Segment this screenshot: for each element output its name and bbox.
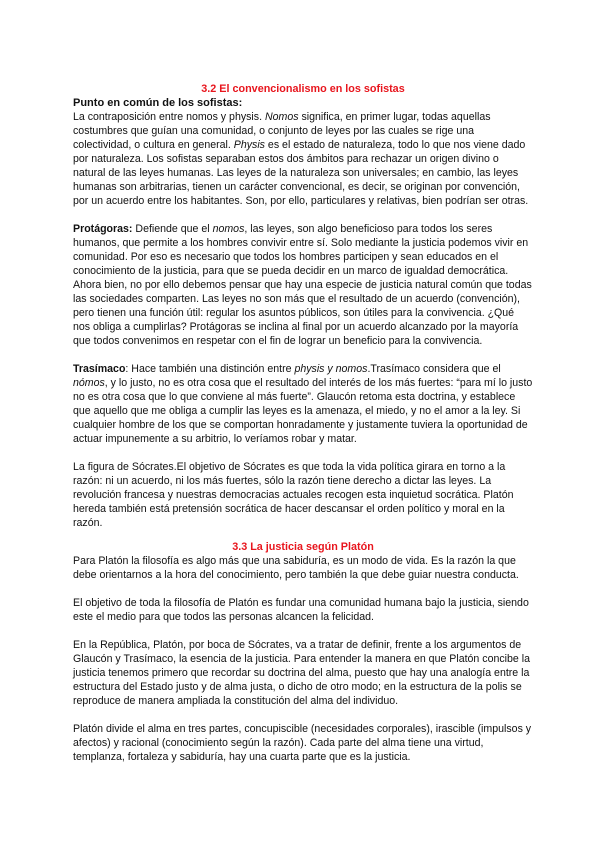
paragraph-republica: En la República, Platón, por boca de Sócrates, va a tratar de definir, frente a los argumentos de Glaucón y Trasímaco, la esencia de la justicia. Para entender la manera en que Platón concibe la justicia tenemos primero que recordar su doctrina del alma, puesto que hay una analogía entre la estructura del Estado justo y de alma justa, o dicho de otro modo; en la estructura de la polis se reproduce de manera ampliada la constitución del alma del individuo. [73, 639, 530, 707]
paragraph-objetivo-filosofia: El objetivo de toda la filosofía de Platón es fundar una comunidad humana bajo la justicia, siendo este el medio para que todos las personas alcancen la felicidad. [73, 597, 529, 623]
paragraph-protagoras: Protágoras: Defiende que el nomos, las leyes, son algo beneficioso para todos los seres humanos, que permite a los hombres convivir entre sí. Solo mediante la justicia podemos vivir en comunidad. Por eso es necesario que todos los hombres participen y sean educados en el conocimiento de la justicia, para que se pueda decidir en un marco de igualdad democrática. Ahora bien, no por ello debemos pensar que hay una especie de justicia natural común que todas las sociedades comparten. Las leyes no son más que el resultado de un acuerdo (convención), pero tienen una función útil: regular los asuntos públicos, son útiles para la convivencia. ¿Qué nos obliga a cumplirlas? Protágoras se inclina al final por un acuerdo alcanzado por la mayoría que todos convenimos en respetar con el fin de lograr un beneficio para la convivencia. [73, 223, 532, 347]
section-heading: 3.2 El convencionalismo en los sofistas [201, 83, 405, 95]
paragraph-nomos-physis: La contraposición entre nomos y physis. Nomos significa, en primer lugar, todas aquellas costumbres que guían una comunidad, o conjunto de leyes por las cuales se rige una colectividad, o cultura en general. Physis es el estado de naturaleza, todo lo que nos viene dado por naturaleza. Los sofistas separaban estos dos ámbitos para rechazar un origen divino o natural de las leyes humanas. Las leyes de la naturaleza son universales; en cambio, las leyes humanas son arbitrarias, tienen un carácter convencional, es decir, se originan por convención, por un acuerdo entre los habitantes. Son, por ello, particulares y relativas, bien podrían ser otras. [73, 111, 529, 207]
section-subheading: Punto en común de los sofistas: [73, 97, 243, 109]
paragraph-trasimaco: Trasímaco: Hace también una distinción entre physis y nomos.Trasímaco considera que el nómos, y lo justo, no es otra cosa que el resultado del interés de los más fuertes: “para mí lo justo no es otra cosa que lo que conviene al más fuerte”. Glaucón retoma esta doctrina, y establece que aquello que me obliga a cumplir las leyes es la amenaza, el miedo, y no el amor a la ley. Si cualquier hombre de los que se comportan honradamente y justamente tuviera la oportunidad de actuar impunemente a su arbitrio, lo veríamos robar y matar. [73, 363, 533, 445]
paragraph-socrates: La figura de Sócrates.El objetivo de Sócrates es que toda la vida política girara en torno a la razón: ni un acuerdo, ni los más fuertes, sólo la razón tiene derecho a dictar las leyes. La revolución francesa y nuestras democracias actuales recogen esta inquietud socrática. Platón hereda también está pretensión socrática de hacer descansar el orden político y moral en la razón. [73, 461, 514, 529]
paragraph-filosofia-modo-de-vida: Para Platón la filosofía es algo más que una sabiduría, es un modo de vida. Es la razón la que debe orientarnos a la hora del conocimiento, pero también la que debe guiar nuestra conducta. [73, 555, 519, 581]
section-heading: 3.3 La justicia según Platón [232, 541, 374, 553]
document-page [73, 82, 533, 778]
paragraph-partes-del-alma: Platón divide el alma en tres partes, concupiscible (necesidades corporales), irascible (impulsos y afectos) y racional (conocimiento según la razón). Cada parte del alma tiene una virtud, templanza, fortaleza y sabiduría, hay una cuarta parte que es la justicia. [73, 723, 532, 763]
